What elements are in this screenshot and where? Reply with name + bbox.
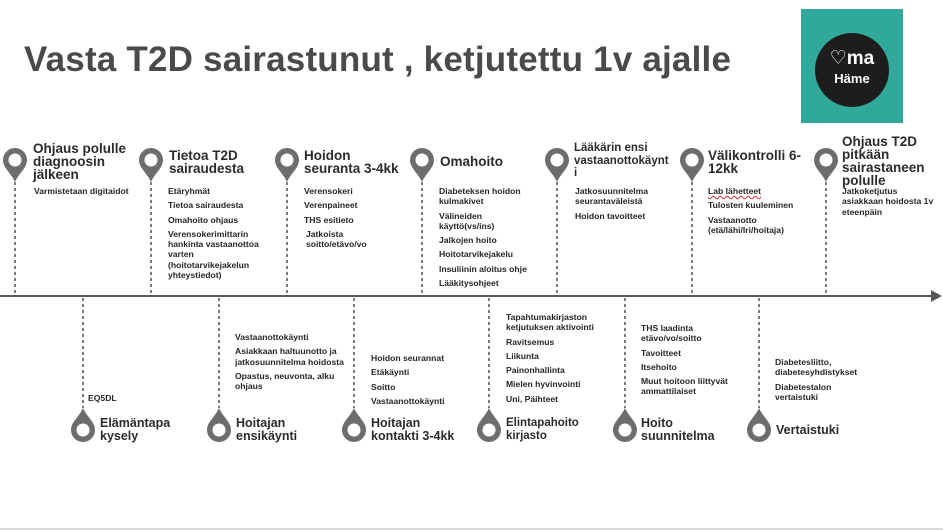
note-text: Painonhallinta [506,365,565,376]
note-text: Hoidon seurannat [371,353,445,363]
stage-title-hoidon-seuranta [304,149,399,175]
stage-notes-vertaistuki [775,357,875,402]
stage-title-line: vastaanottokäynt [574,154,669,167]
map-pin-icon [613,408,637,442]
stage-title-line: Hoitajan [371,416,421,430]
map-pin-icon [342,408,366,442]
note-text: Etäkäynti [371,367,410,378]
stage-title-elamantapa [100,417,170,443]
stage-title-line: kontakti 3-4kk [371,429,455,443]
note-text: Soitto [371,381,396,392]
note-text: Vastaanotto (etä/lähi/Iri/hoitaja) [708,214,784,235]
stage-title-ohjaus-t2d [842,135,925,187]
note-text: Tietoa sairaudesta [168,200,244,211]
note-text: Mielen hyvinvointi [506,379,581,390]
note-text: Tavoitteet [641,347,681,358]
note-text: Insuliinin aloitus ohje [439,263,527,274]
note-text: Hoidon tavoitteet [575,210,646,221]
stage-title-line: Välikontrolli 6- [708,148,802,163]
stage-title-line: Lääkärin ensi [574,142,648,154]
note-text: Vastaanottokäynti [371,395,445,406]
stage-title-line: Ohjaus T2D [842,134,918,149]
stage-title-line: seuranta 3-4kk [304,161,399,176]
note-text: Verensokerimittarin hankinta vastaanottoa varten (hoitotarvikejakelun yhteystiedot) [168,228,259,281]
note-text: EQ5DL [88,393,117,403]
stage-title-line: Ohjaus polulle [33,141,127,156]
note-text: Lääkitysohjeet [439,278,499,289]
stage-title-line: Tietoa T2D [169,148,238,163]
stage-title-hoitajan-kontakti [371,417,454,443]
stage-title-line: kysely [100,429,139,443]
stage-title-line: Hoitajan [236,416,286,430]
stage-title-elintapahoito [506,417,579,442]
note-text: Tapahtumakirjaston ketjutuksen aktivointi [506,312,594,333]
heart-icon: ♡ [829,48,847,69]
stage-title-line: sairaudesta [169,161,245,176]
note-text: Tulosten kuuleminen [708,200,794,211]
map-pin-icon [71,408,95,442]
stage-title-line: Hoito [641,416,673,430]
map-pin-icon [814,148,838,182]
stage-title-laakarin-ensi [574,142,669,180]
note-text: Lab lähetteet [708,186,762,196]
stage-notes-hoitajan-ensikaynti [235,332,345,391]
stage-title-line: Hoidon [304,148,351,163]
stage-title-line: jälkeen [33,167,79,182]
map-pin-icon [139,148,163,182]
stage-notes-hoidon-seuranta [304,186,396,249]
stage-title-line: pitkään [842,147,890,162]
map-pin-icon [275,148,299,182]
stage-title-line: suunnitelma [641,429,715,443]
stage-title-line: ensikäynti [236,429,298,443]
map-pin-icon [680,148,704,182]
map-pin-icon [477,408,501,442]
stage-notes-hoitosuunnitelma [641,323,729,397]
map-pin-icon [545,148,569,182]
stage-title-vertaistuki [776,424,839,437]
stage-title-line: Vertaistuki [776,423,840,437]
timeline-axis [0,290,942,302]
map-pin-icon [410,148,434,182]
stage-title-omahoito [440,155,503,168]
note-text: THS esitieto [304,214,354,225]
stage-notes-elamantapa [88,393,148,403]
note-text: Hoitotarvikejakelu [439,249,514,260]
note-text: Diabetestalon vertaistuki [775,381,832,402]
map-pin-icon [747,408,771,442]
note-text: Itsehoito [641,361,677,372]
stage-title-line: Elintapahoito [506,417,579,429]
stage-notes-tietoa-t2d [168,186,273,280]
stage-title-hoitosuunnitelma [641,417,715,443]
stage-notes-valikontrolli [708,186,800,235]
note-text: Jatkosuunnitelma seurantaväleistä [575,186,649,207]
stage-notes-hoitajan-kontakti [371,353,471,406]
stage-title-line: diagnoosin [33,154,105,169]
note-text: Diabeteksen hoidon kulmakivet [439,186,521,207]
stage-title-valikontrolli [708,149,801,175]
note-text: Uni, Päihteet [506,393,559,404]
map-pin-icon [3,148,27,182]
stage-title-tietoa-t2d [169,149,244,175]
stage-title-line: polulle [842,173,886,188]
note-text: Verenpaineet [304,200,358,211]
stage-title-line: i [574,167,578,179]
note-text: Jalkojen hoito [439,235,497,246]
logo-line-2: Häme [834,71,870,86]
stage-title-ohjaus-polulle [33,142,126,181]
stage-notes-elintapahoito [506,312,606,404]
note-text: Varmistetaan digitaidot [34,186,129,196]
logo-line-1-text: ma [846,48,875,69]
note-text: Liikunta [506,350,539,361]
note-text: Vastaanottokäynti [235,332,309,342]
note-text: Diabetesliitto, diabetesyhdistykset [775,357,858,378]
stage-title-line: Omahoito [440,154,503,169]
stage-notes-ohjaus-t2d [842,186,937,217]
stage-title-line: Elämäntapa [100,416,171,430]
stage-notes-omahoito [439,186,535,288]
stage-notes-ohjaus-polulle [34,186,134,200]
stage-title-line: kirjasto [506,429,547,442]
note-text: Opastus, neuvonta, alku ohjaus [235,370,335,392]
note-text: Jatkoista soitto/etävo/vo [306,228,367,250]
note-text: Muut hoitoon liittyvät ammattilaiset [641,376,728,397]
slide-title: Vasta T2D sairastunut , ketjutettu 1v ajalle [24,40,732,79]
map-pin-icon [207,408,231,442]
stage-notes-laakarin-ensi [575,186,660,221]
stage-title-line: sairastaneen [842,160,925,175]
stage-title-line: 12kk [708,161,739,176]
note-text: Ravitsemus [506,336,555,347]
note-text: THS laadinta etävo/vo/soitto [641,323,702,344]
note-text: Jatkoketjutus asiakkaan hoidosta 1v eteenpäin [842,186,934,217]
note-text: Omahoito ohjaus [168,214,239,225]
note-text: Asiakkaan haltuunotto ja jatkosuunnitelma hoidosta [235,346,344,367]
note-text: Verensokeri [304,186,353,196]
note-text: Etäryhmät [168,186,211,196]
note-text: Välineiden käyttö(vs/ins) [439,210,495,231]
stage-title-hoitajan-ensikaynti [236,417,297,443]
